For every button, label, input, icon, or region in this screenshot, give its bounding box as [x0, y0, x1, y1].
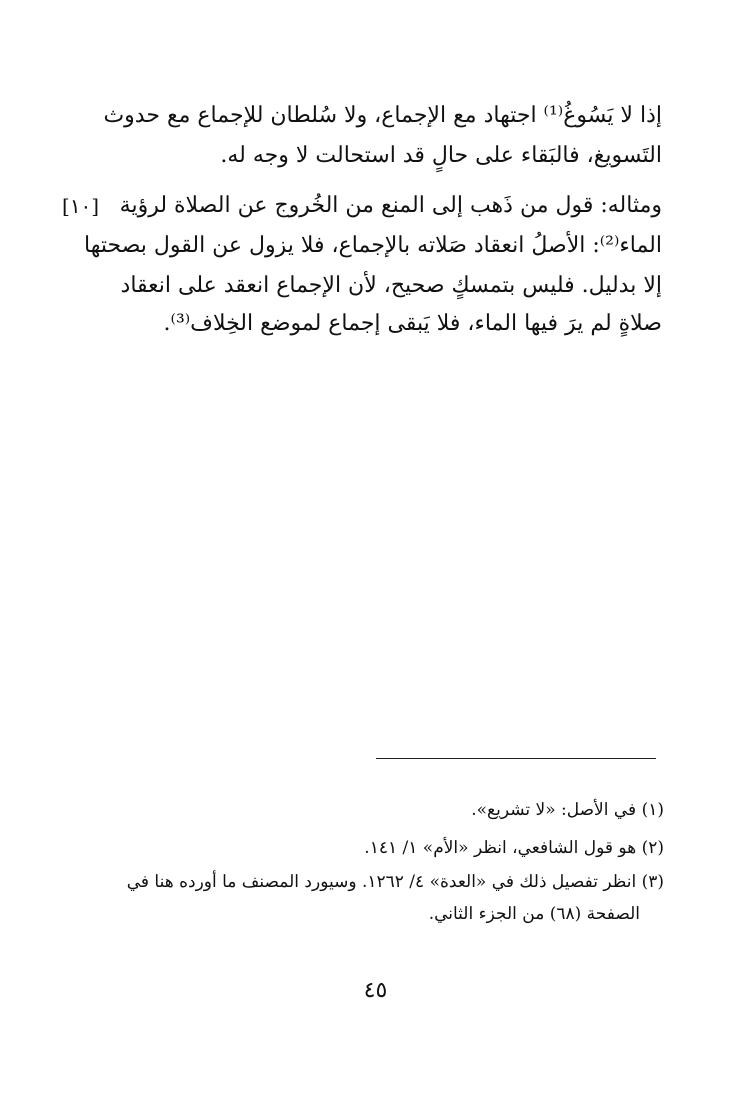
body-line-2: التَسويغ، فالبَقاء على حالٍ قد استحالت لا وجه له.	[220, 143, 662, 168]
footnote-3: (٣) انظر تفصيل ذلك في «العدة» ٤/ ١٢٦٢. وسيورد المصنف ما أورده هنا في	[126, 872, 664, 892]
body-line-5: إلا بدليل. فليس بتمسكٍ صحيح، لأن الإجماع انعقد على انعقاد	[120, 273, 662, 298]
body-line-1: إذا لا يَسُوغُ⁽¹⁾ اجتهاد مع الإجماع، ولا سُلطان للإجماع مع حدوث	[103, 103, 662, 128]
body-line-3: ومثاله: قول من ذَهب إلى المنع من الخُروج عن الصلاة لرؤية	[119, 193, 662, 218]
footnote-separator	[376, 758, 656, 759]
page-number: ٤٥	[363, 978, 388, 1003]
paragraph-number: [١٠]	[62, 194, 100, 218]
body-line-6: صلاةٍ لم يرَ فيها الماء، فلا يَبقى إجماع لموضع الخِلاف⁽³⁾.	[163, 311, 662, 336]
footnote-3-continuation: الصفحة (٦٨) من الجزء الثاني.	[428, 904, 640, 924]
body-line-4: الماء⁽²⁾: الأصلُ انعقاد صَلاته بالإجماع، فلا يزول عن القول بصحتها	[84, 233, 662, 258]
footnote-2: (٢) هو قول الشافعي، انظر «الأم» ١/ ١٤١.	[364, 838, 664, 858]
footnote-1: (١) في الأصل: «لا تشريع».	[471, 800, 664, 820]
